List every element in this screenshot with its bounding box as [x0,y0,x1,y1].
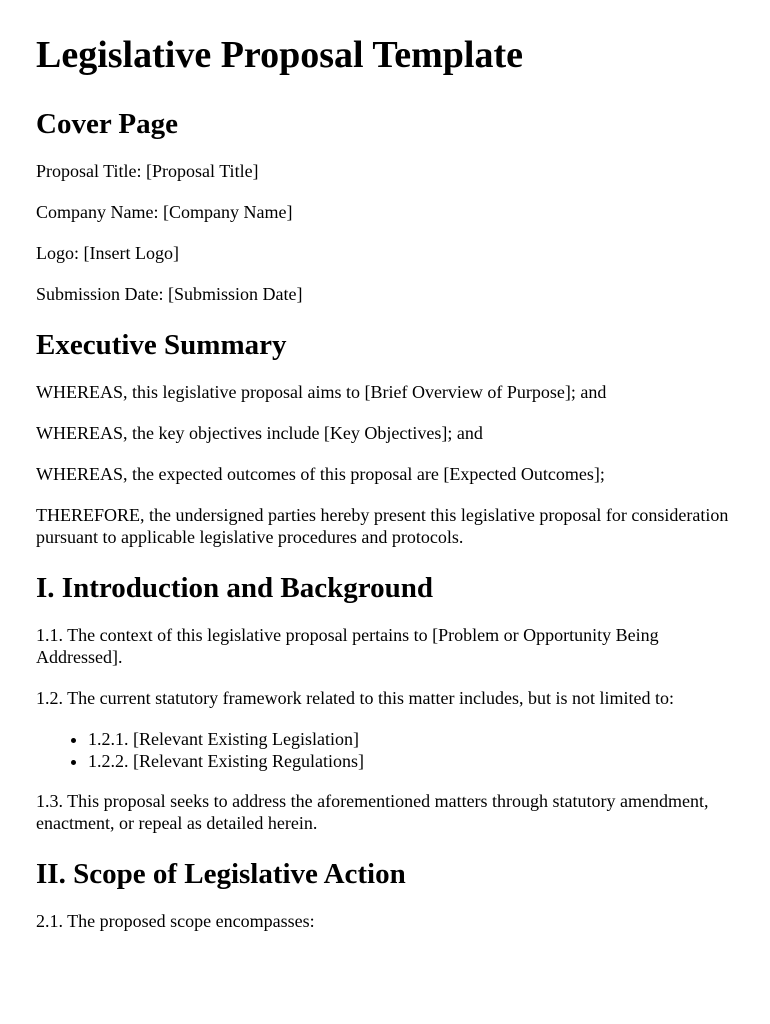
clause-1-1: 1.1. The context of this legislative proposal pertains to [Problem or Opportunity Being Addressed]. [36,625,659,667]
therefore-clause: THEREFORE, the undersigned parties hereby present this legislative proposal for consideration pursuant to applicable legislative procedures and protocols. [36,505,729,547]
submission-date-line: Submission Date: [Submission Date] [36,284,303,304]
whereas-outcomes: WHEREAS, the expected outcomes of this proposal are [Expected Outcomes]; [36,464,605,484]
list-item: • 1.2.1. [Relevant Existing Legislation] [88,728,734,750]
clause-2-1: 2.1. The proposed scope encompasses: [36,911,315,931]
list-item: • 1.2.2. [Relevant Existing Regulations] [88,750,734,772]
clause-1-2: 1.2. The current statutory framework related to this matter includes, but is not limited to: [36,688,675,708]
whereas-objectives: WHEREAS, the key objectives include [Key Objectives]; and [36,423,483,443]
document-title: Legislative Proposal Template [36,34,523,76]
introduction-heading: I. Introduction and Background [36,572,434,604]
cover-page-heading: Cover Page [36,108,178,140]
existing-framework-list [36,728,734,772]
company-name-line: Company Name: [Company Name] [36,202,293,222]
scope-heading: II. Scope of Legislative Action [36,858,406,890]
clause-1-3: 1.3. This proposal seeks to address the aforementioned matters through statutory amendment, enactment, or repeal as detailed herein. [36,791,709,833]
proposal-title-line: Proposal Title: [Proposal Title] [36,161,259,181]
whereas-purpose: WHEREAS, this legislative proposal aims to [Brief Overview of Purpose]; and [36,382,607,402]
logo-line: Logo: [Insert Logo] [36,243,179,263]
executive-summary-heading: Executive Summary [36,329,287,361]
